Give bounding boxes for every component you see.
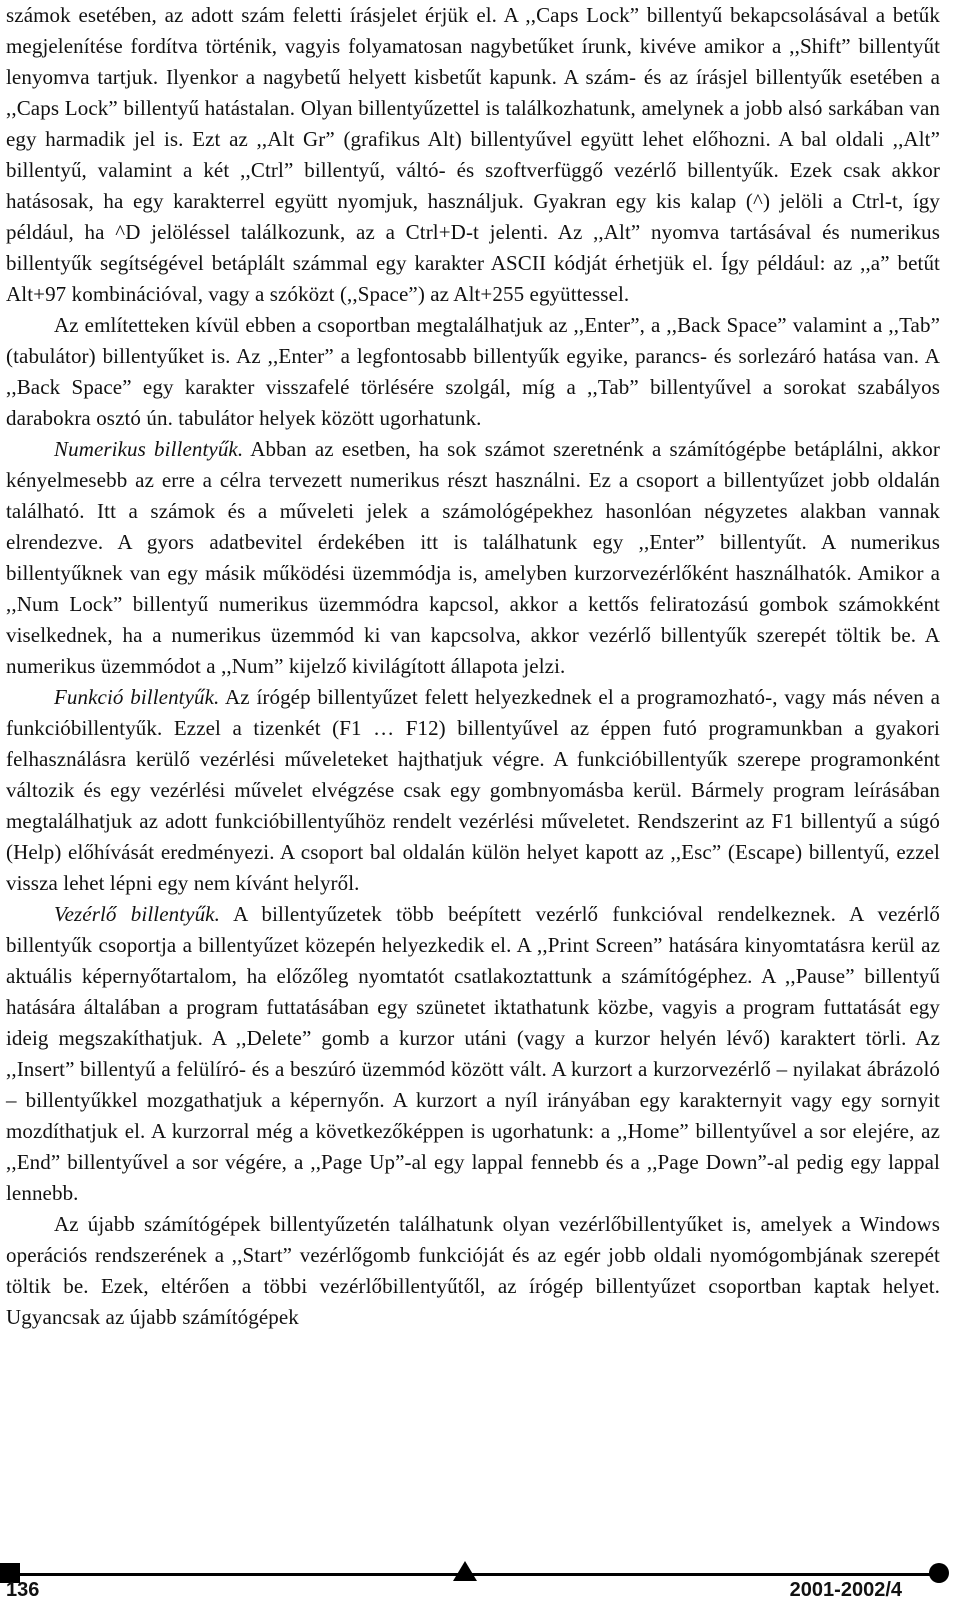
paragraph-text: Abban az esetben, ha sok számot szeretnénk a számítógépbe betáplálni, akkor kényelmesebb az erre a célra tervezett numerikus részt használni. Ez a csoport a billentyűzet jobb oldalán található. Itt a számok és a műveleti jelek a számológépekhez hasonlóan négyzetes alakban vannak elrendezve. A gyors adatbevitel érdekében itt is találhatunk egy ,,Enter” billentyűt. A numerikus billentyűknek van egy másik működési üzemmódja is, amelyben kurzorvezérlőként használhatók. Amikor a ,,Num Lock” billentyű numerikus üzemmódra kapcsol, akkor a kettős feliratozású gombok számokként viselkednek, ha a numerikus üzemmód ki van kapcsolva, akkor vezérlő billentyűk szerepét töltik be. A numerikus üzemmódot a ,,Num” kijelző kivilágított állapota jelzi.	[6, 437, 940, 678]
section-title: Vezérlő billentyűk.	[54, 902, 220, 926]
circle-icon	[929, 1563, 949, 1583]
page-footer	[0, 1548, 960, 1607]
page-text	[6, 0, 940, 1333]
paragraph-caps-lock	[6, 0, 940, 310]
paragraph-control-keys	[6, 899, 940, 1209]
paragraph-numeric-keys	[6, 434, 940, 682]
paragraph-text: számok esetében, az adott szám feletti írásjelet érjük el. A ,,Caps Lock” billentyű bekapcsolásával a betűk megjelenítése fordítva történik, vagyis folyamatosan nagybetűket írunk, kivéve amikor a ,,Shift” billentyűt lenyomva tartjuk. Ilyenkor a nagybetű helyett kisbetűt kapunk. A szám- és az írásjel billentyűk esetében a ,,Caps Lock” billentyű hatástalan. Olyan billentyűzettel is találkozhatunk, amelynek a jobb alsó sarkában van egy harmadik jel is. Ezt az ,,Alt Gr” (grafikus Alt) billentyűvel együtt lehet előhozni. A bal oldali ,,Alt” billentyű, valamint a két ,,Ctrl” billentyű, váltó- és szoftverfüggő vezérlő billentyűk. Ezek csak akkor hatásosak, ha egy karakterrel együtt nyomjuk, használjuk. Gyakran egy kis kalap (^) jelöli a Ctrl-t, így például, ha ^D jelöléssel találkozunk, az a Ctrl+D-t jelenti. Az ,,Alt” nyomva tartásával és numerikus billentyűk segítségével betáplált számmal egy karakter ASCII kódját érhetjük el. Így például: az ,,a” betűt Alt+97 kombinációval, vagy a szóközt (,,Space”) az Alt+255 együttessel.	[6, 3, 940, 306]
paragraph-text: Az újabb számítógépek billentyűzetén találhatunk olyan vezérlőbillentyűket is, amelyek a Windows operációs rendszerének a ,,Start” vezérlőgomb funkcióját és az egér jobb oldali nyomógombjának szerepét töltik be. Ezek, eltérően a többi vezérlőbillentyűtől, az írógép billentyűzet csoportban kaptak helyet. Ugyancsak az újabb számítógépek	[6, 1212, 940, 1329]
paragraph-windows-keys	[6, 1209, 940, 1333]
issue-number: 2001-2002/4	[789, 1579, 902, 1601]
triangle-icon	[453, 1561, 477, 1581]
section-title: Numerikus billentyűk.	[54, 437, 244, 461]
paragraph-text: A billentyűzetek több beépített vezérlő funkcióval rendelkeznek. A vezérlő billentyűk csoportja a billentyűzet közepén helyezkedik el. A ,,Print Screen” hatására kinyomtatásra kerül az aktuális képernyőtartalom, ha előzőleg nyomtatót csatlakoztattunk a számítógéphez. A ,,Pause” billentyű hatására általában a program futtatásában egy szünetet iktathatunk közbe, vagyis a program futtatását egy ideig megszakíthatjuk. A ,,Delete” gomb a kurzor utáni (vagy a kurzor helyén lévő) karaktert törli. Az ,,Insert” billentyű a felülíró- és a beszúró üzemmód között vált. A kurzort a kurzorvezérlő – nyilakat ábrázoló – billentyűkkel mozgathatjuk a képernyőn. A kurzort a nyíl irányában egy karakternyit vagy egy sornyit mozdíthatjuk el. A kurzorral még a következőképpen is ugorhatunk: a ,,Home” billentyűvel a sor elejére, az ,,End” billentyűvel a sor végére, a ,,Page Up”-al egy lappal fennebb és a ,,Page Down”-al pedig egy lappal lennebb.	[6, 902, 940, 1205]
paragraph-text: Az írógép billentyűzet felett helyezkednek el a programozható-, vagy más néven a funkcióbillentyűk. Ezzel a tizenkét (F1 … F12) billentyűvel az éppen futó programunkban a gyakori felhasználásra kerülő vezérlési műveleteket hajthatjuk végre. A funkcióbillentyűk szerepe programonként változik és egy vezérlési művelet elvégzése csak egy gombnyomásba kerül. Bármely program leírásában megtalálhatjuk az adott funkcióbillentyűhöz rendelt vezérlési műveletet. Rendszerint az F1 billentyű a súgó (Help) előhívását eredményezi. A csoport bal oldalán külön helyet kapott az ,,Esc” (Escape) billentyű, ezzel vissza lehet lépni egy nem kívánt helyről.	[6, 685, 940, 895]
section-title: Funkció billentyűk.	[54, 685, 220, 709]
paragraph-text: Az említetteken kívül ebben a csoportban megtalálhatjuk az ,,Enter”, a ,,Back Space” valamint a ,,Tab” (tabulátor) billentyűket is. Az ,,Enter” a legfontosabb billentyűk egyike, parancs- és sorlezáró hatása van. A ,,Back Space” egy karakter visszafelé törlésére szolgál, míg a ,,Tab” billentyűvel a sorokat szabályos darabokra osztó ún. tabulátor helyek között ugorhatunk.	[6, 313, 940, 430]
paragraph-function-keys	[6, 682, 940, 899]
page-number: 136	[6, 1579, 40, 1601]
paragraph-enter-backspace-tab	[6, 310, 940, 434]
